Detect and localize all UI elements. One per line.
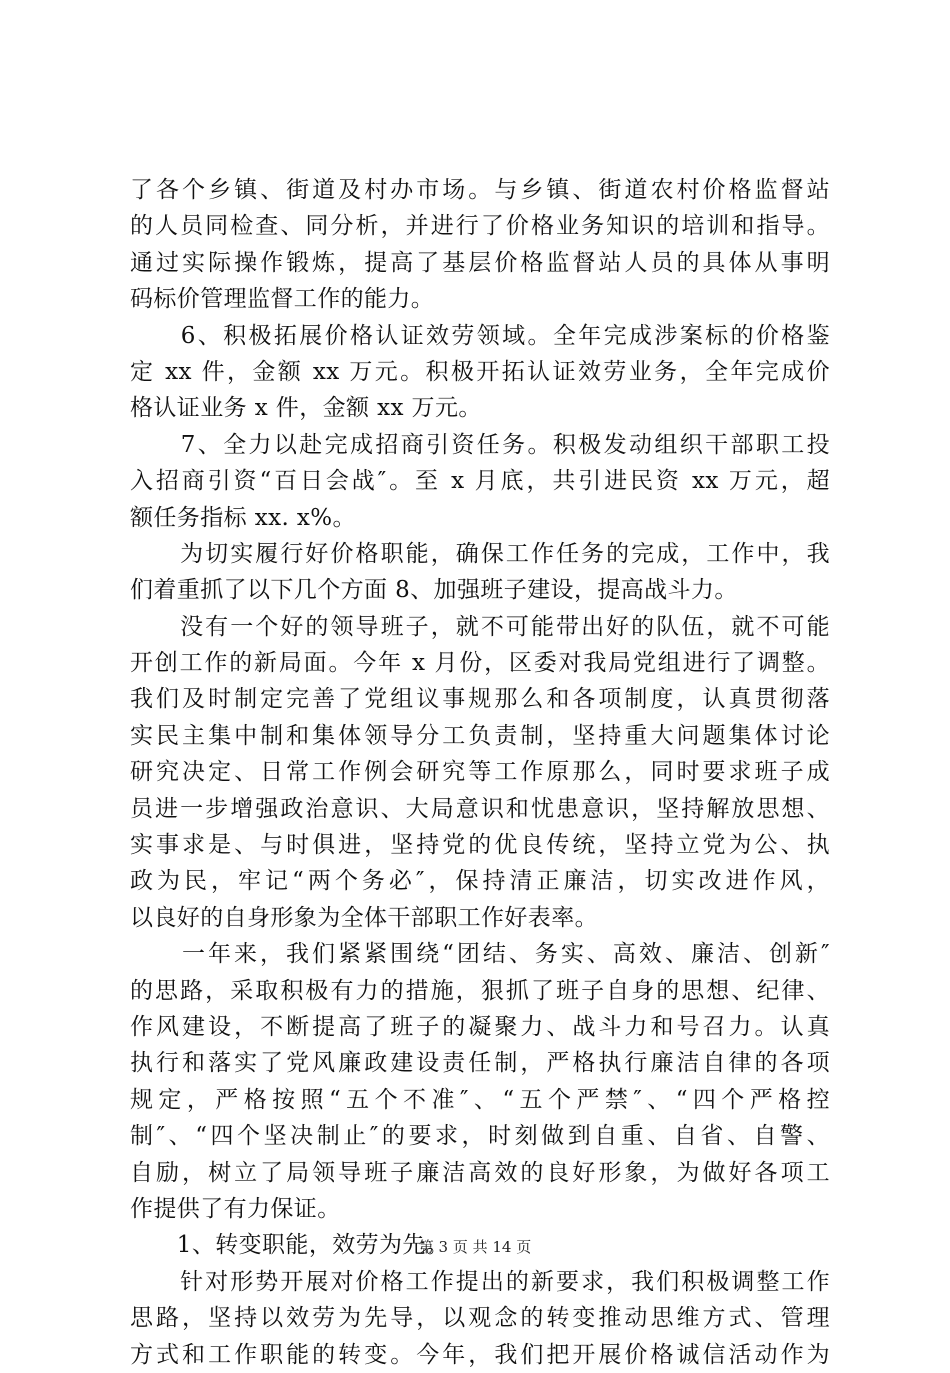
text-line: 没有一个好的领导班子，就不可能带出好的队伍，就不可能 — [130, 613, 830, 640]
text-line: 针对形势开展对价格工作提出的新要求，我们积极调整工作 — [130, 1268, 830, 1295]
text-line: 定 xx 件，金额 xx 万元。积极开拓认证效劳业务，全年完成价 — [130, 358, 830, 385]
text-line: 规定，严格按照“五个不准″、“五个严禁″、“四个严格控 — [130, 1086, 830, 1113]
text-line: 作风建设，不断提高了班子的凝聚力、战斗力和号召力。认真 — [130, 1013, 830, 1040]
text-line: 1、转变职能，效劳为先。 — [130, 1232, 450, 1259]
text-line: 政为民，牢记“两个务必″，保持清正廉洁，切实改进作风， — [130, 868, 830, 895]
text-line: 额任务指标 xx. x%。 — [130, 504, 356, 531]
text-line: 格认证业务 x 件，金额 xx 万元。 — [130, 395, 482, 422]
text-line: 了各个乡镇、街道及村办市场。与乡镇、街道农村价格监督站 — [130, 177, 830, 203]
text-line: 实民主集中制和集体领导分工负责制，坚持重大问题集体讨论 — [130, 722, 830, 749]
text-line: 一年来，我们紧紧围绕“团结、务实、高效、廉洁、创新″ — [130, 941, 830, 968]
text-line: 码标价管理监督工作的能力。 — [130, 286, 435, 313]
text-line: 制″、“四个坚决制止″的要求，时刻做到自重、自省、自警、 — [130, 1123, 830, 1150]
text-line: 执行和落实了党风廉政建设责任制，严格执行廉洁自律的各项 — [130, 1050, 830, 1077]
text-line: 自励，树立了局领导班子廉洁高效的良好形象，为做好各项工 — [130, 1159, 830, 1186]
text-line: 为切实履行好价格职能，确保工作任务的完成，工作中，我 — [130, 540, 830, 567]
text-line: 们着重抓了以下几个方面 8、加强班子建设，提高战斗力。 — [130, 577, 738, 604]
text-line: 通过实际操作锻炼，提高了基层价格监督站人员的具体从事明 — [130, 249, 830, 276]
text-line: 我们及时制定完善了党组议事规那么和各项制度，认真贯彻落 — [130, 686, 830, 713]
text-line: 思路，坚持以效劳为先导，以观念的转变推动思维方式、管理 — [130, 1305, 830, 1332]
text-line: 作提供了有力保证。 — [130, 1195, 341, 1222]
text-line: 6、积极拓展价格认证效劳领域。全年完成涉案标的价格鉴 — [130, 322, 830, 349]
text-line: 员进一步增强政治意识、大局意识和忧患意识，坚持解放思想、 — [130, 795, 830, 822]
text-line: 7、全力以赴完成招商引资任务。积极发动组织干部职工投 — [130, 431, 830, 458]
text-line: 开创工作的新局面。今年 x 月份，区委对我局党组进行了调整。 — [130, 650, 830, 677]
text-line: 的思路，采取积极有力的措施，狠抓了班子自身的思想、纪律、 — [130, 977, 830, 1004]
text-line: 方式和工作职能的转变。今年，我们把开展价格诚信活动作为 — [130, 1341, 830, 1368]
text-line: 实事求是、与时俱进，坚持党的优良传统，坚持立党为公、执 — [130, 832, 830, 859]
page-footer: 第 3 页 共 14 页 — [418, 1238, 532, 1256]
text-line: 以良好的自身形象为全体干部职工作好表率。 — [130, 904, 598, 931]
text-line: 的人员同检查、同分析，并进行了价格业务知识的培训和指导。 — [130, 213, 830, 240]
document-body — [130, 172, 830, 1373]
text-line: 研究决定、日常工作例会研究等工作原那么，同时要求班子成 — [130, 759, 830, 786]
text-line: 入招商引资“百日会战″。至 x 月底，共引进民资 xx 万元，超 — [130, 468, 830, 495]
